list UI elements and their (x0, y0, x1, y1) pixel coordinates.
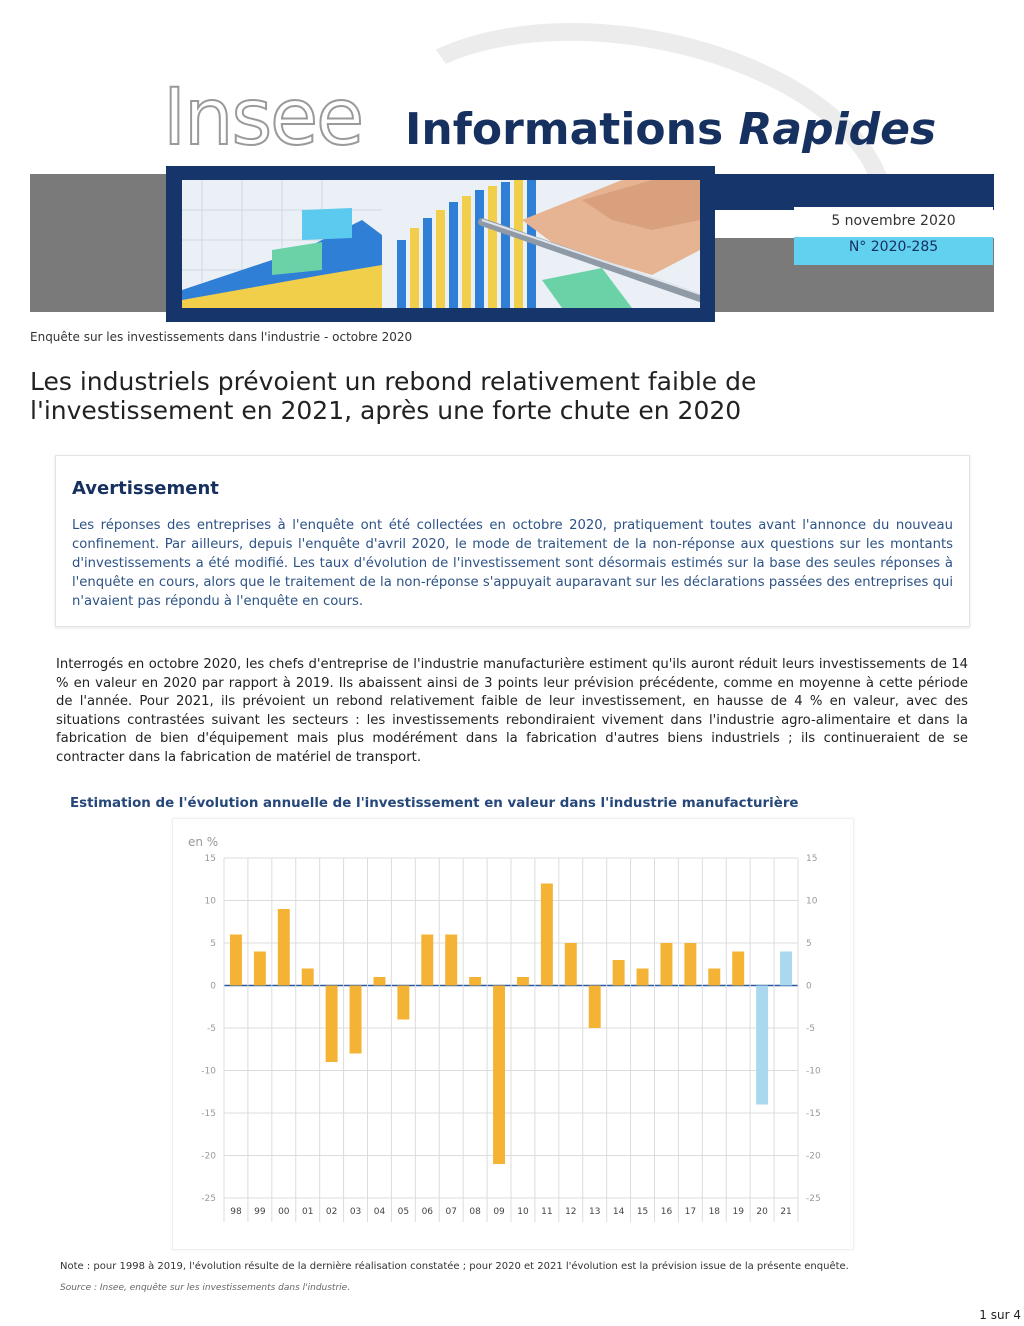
y-tick-label-left: 15 (204, 854, 216, 864)
bar-21 (780, 952, 792, 986)
y-tick-label-left: 0 (210, 981, 216, 992)
bar-10 (517, 977, 529, 986)
bar-09 (493, 986, 505, 1165)
y-tick-label-left: -15 (201, 1109, 216, 1119)
publication-date-box (794, 207, 993, 237)
x-tick-label-98: 98 (230, 1207, 242, 1217)
y-tick-label-right: -15 (806, 1109, 821, 1119)
bar-08 (469, 977, 481, 986)
bar-01 (302, 969, 314, 986)
chart-title: Estimation de l'évolution annuelle de l'investissement en valeur dans l'industrie manufacturière (70, 796, 799, 811)
y-tick-label-right: -10 (806, 1066, 821, 1077)
investment-bar-chart (172, 818, 852, 1248)
y-tick-label-left: 10 (204, 896, 216, 907)
warning-text: Les réponses des entreprises à l'enquête ont été collectées en octobre 2020, pratiquement toutes avant l'annonce du nouveau confinement. Par ailleurs, depuis l'enquête d'avril 2020, le mode de traitement de la non-réponse aux questions sur les montants d'investissements a été modifié. Les taux d'évolution de l'investissement sont désormais estimés sur la base des seules réponses à l'enquête en cours, alors que le traitement de la non-réponse s'appuyait auparavant sur les déclarations passées des entreprises qui n'avaient pas répondu à l'enquête en cours. (72, 518, 953, 609)
x-tick-label-14: 14 (612, 1207, 625, 1217)
publication-number-box (794, 237, 993, 265)
bar-13 (589, 986, 601, 1029)
y-tick-label-right: -25 (806, 1194, 821, 1204)
x-tick-label-10: 10 (517, 1207, 529, 1217)
y-axis-label: en % (188, 835, 219, 849)
bar-14 (613, 960, 625, 986)
bar-12 (565, 943, 577, 986)
x-tick-label-03: 03 (349, 1207, 362, 1217)
page-indicator: 1 sur 4 (979, 1308, 1021, 1322)
bar-17 (684, 943, 696, 986)
x-tick-label-07: 07 (445, 1207, 457, 1217)
x-tick-label-18: 18 (708, 1207, 721, 1217)
y-tick-label-left: -5 (207, 1024, 216, 1034)
x-tick-label-99: 99 (254, 1207, 266, 1217)
x-tick-label-15: 15 (636, 1207, 649, 1217)
bar-06 (421, 935, 433, 986)
x-tick-label-05: 05 (397, 1207, 410, 1217)
publication-number: N° 2020-285 (848, 239, 939, 255)
x-tick-label-17: 17 (684, 1207, 697, 1217)
y-tick-label-right: 0 (806, 981, 812, 992)
bar-18 (708, 969, 720, 986)
y-tick-label-left: -25 (201, 1194, 216, 1204)
y-tick-label-left: -20 (201, 1151, 216, 1162)
publication-title (405, 102, 936, 158)
bar-04 (373, 977, 385, 986)
x-tick-label-19: 19 (732, 1207, 744, 1217)
x-tick-label-21: 21 (780, 1207, 792, 1217)
y-tick-label-right: -5 (806, 1024, 815, 1034)
bar-99 (254, 952, 266, 986)
body-paragraph: Interrogés en octobre 2020, les chefs d'entreprise de l'industrie manufacturière estiment qu'ils auront réduit leurs investissements de 14 % en valeur en 2020 par rapport à 2019. Ils abaissent ainsi de 3 points leur prévision précédente, comme en moyenne à cette période de l'année. Pour 2021, ils prévoient un rebond relativement faible de leur investissement, en hausse de 4 % en valeur, avec des situations contrastées suivant les secteurs : les investissements rebondiraient vivement dans l'industrie agro-alimentaire et dans la fabrication de bien d'équipement mais plus modérément dans la fabrication d'autres biens industriels ; ils continueraient de se contracter dans la fabrication de matériel de transport. (56, 657, 968, 765)
x-tick-label-06: 06 (421, 1207, 434, 1217)
chart-note: Note : pour 1998 à 2019, l'évolution résulte de la dernière réalisation constatée ; pour 2020 et 2021 l'évolution est la prévision issue de la présente enquête. (60, 1261, 849, 1272)
y-tick-label-right: -20 (806, 1151, 821, 1162)
survey-label: Enquête sur les investissements dans l'industrie - octobre 2020 (30, 330, 413, 344)
bar-07 (445, 935, 457, 986)
warning-title: Avertissement (72, 478, 219, 499)
bar-05 (397, 986, 409, 1020)
x-tick-label-12: 12 (565, 1207, 577, 1217)
x-tick-label-09: 09 (493, 1207, 505, 1217)
bar-16 (660, 943, 672, 986)
y-tick-label-right: 15 (806, 854, 818, 864)
x-tick-label-01: 01 (301, 1207, 314, 1217)
publication-title-italic: Rapides (738, 104, 937, 155)
bar-98 (230, 935, 242, 986)
x-tick-label-04: 04 (373, 1207, 386, 1217)
x-tick-label-00: 00 (278, 1207, 290, 1217)
bar-15 (637, 969, 649, 986)
bar-20 (756, 986, 768, 1105)
y-tick-label-left: -10 (201, 1066, 216, 1077)
x-tick-label-02: 02 (325, 1207, 338, 1217)
header-photo (182, 180, 700, 308)
x-tick-label-13: 13 (588, 1207, 601, 1217)
bar-03 (350, 986, 362, 1054)
x-tick-label-16: 16 (660, 1207, 673, 1217)
banner-right-top (714, 174, 994, 210)
y-tick-label-left: 5 (210, 939, 216, 949)
x-tick-label-11: 11 (541, 1207, 553, 1217)
bar-00 (278, 909, 290, 986)
chart-source: Source : Insee, enquête sur les investissements dans l'industrie. (60, 1283, 351, 1293)
y-tick-label-right: 5 (806, 939, 812, 949)
insee-logo: Insee (163, 73, 363, 163)
warning-box (55, 455, 970, 627)
grid-layer (224, 858, 798, 1222)
bar-19 (732, 952, 744, 986)
publication-title-main: Informations (405, 104, 724, 155)
x-tick-label-20: 20 (756, 1207, 768, 1217)
x-tick-label-08: 08 (469, 1207, 481, 1217)
bar-11 (541, 884, 553, 986)
y-tick-label-right: 10 (806, 896, 818, 907)
publication-date: 5 novembre 2020 (831, 213, 956, 229)
bar-02 (326, 986, 338, 1063)
page-headline: Les industriels prévoient un rebond relativement faible de l'investissement en 2021, après une forte chute en 2020 (30, 367, 757, 425)
chart-photo-illustration (182, 180, 700, 308)
